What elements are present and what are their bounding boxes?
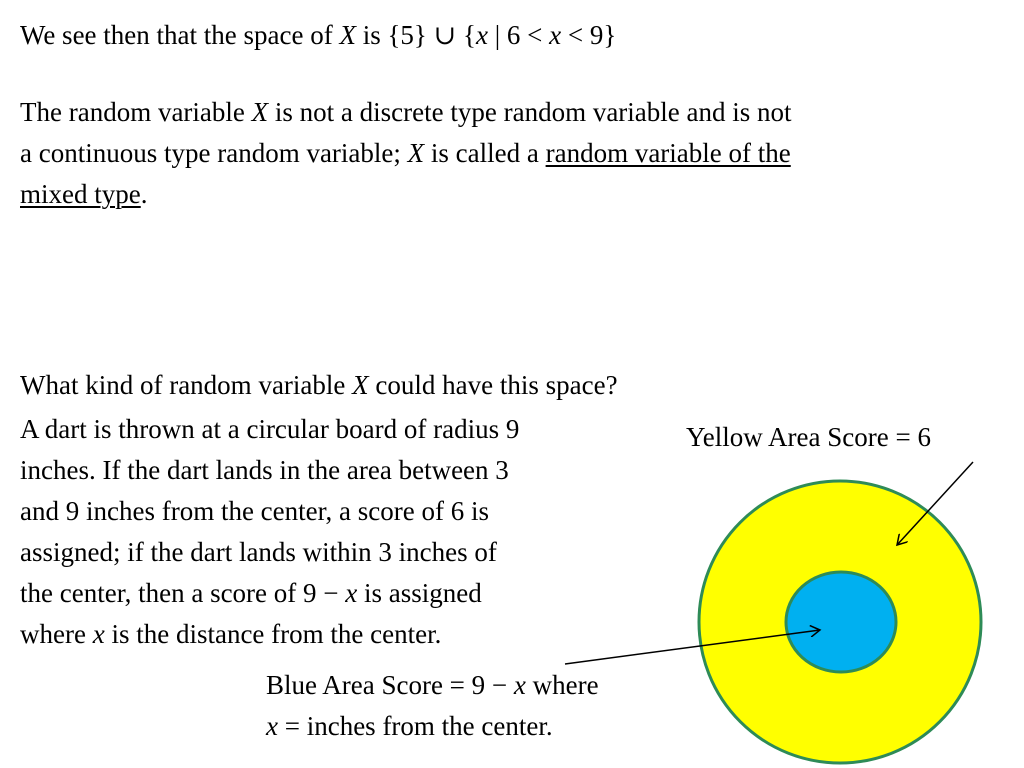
text: is the distance from the center. [104, 619, 442, 649]
text: = inches from the center. [277, 711, 553, 741]
text: where [525, 670, 599, 700]
var-x: x [266, 711, 278, 741]
var-x: x [92, 619, 105, 649]
text: What kind of random variable [20, 370, 353, 400]
var-x: X [407, 138, 425, 168]
blue-area-label [266, 665, 599, 747]
label-line [266, 665, 599, 706]
paragraph-line: and 9 inches from the center, a score of 6 is [20, 496, 489, 526]
text: is called a [424, 138, 546, 168]
text: where [20, 619, 93, 649]
underlined-term: mixed type [20, 179, 141, 209]
var-x: x [345, 578, 358, 608]
text: is not a discrete type random variable and is not [268, 97, 792, 127]
space-text: We see then that the space of [20, 20, 340, 50]
text: could have this space? [368, 370, 618, 400]
text: is assigned [357, 578, 482, 608]
var-x: X [339, 20, 356, 50]
underlined-term: random variable of the [545, 138, 791, 168]
paragraph-line: A dart is thrown at a circular board of radius 9 [20, 414, 520, 444]
var-x: X [352, 370, 369, 400]
var-x: x [549, 20, 562, 50]
space-text: is [355, 20, 388, 50]
set-expression: {5} ∪ { [387, 20, 476, 50]
var-x: x [475, 20, 488, 50]
text: the center, then a score of 9 − [20, 578, 346, 608]
label-text: Yellow Area Score = 6 [686, 422, 931, 452]
var-x: X [251, 97, 269, 127]
yellow-area-label [686, 417, 931, 458]
text: . [140, 179, 148, 209]
text: The random variable [20, 97, 252, 127]
text: Blue Area Score = 9 − [266, 670, 514, 700]
blue-inner-area [786, 572, 896, 672]
set-condition: | 6 < [487, 20, 550, 50]
paragraph-line: assigned; if the dart lands within 3 inches of [20, 537, 497, 567]
var-x: x [513, 670, 526, 700]
set-end: < 9} [561, 20, 617, 50]
paragraph-line: inches. If the dart lands in the area between 3 [20, 455, 509, 485]
text: a continuous type random variable; [20, 138, 408, 168]
label-line [266, 706, 599, 747]
